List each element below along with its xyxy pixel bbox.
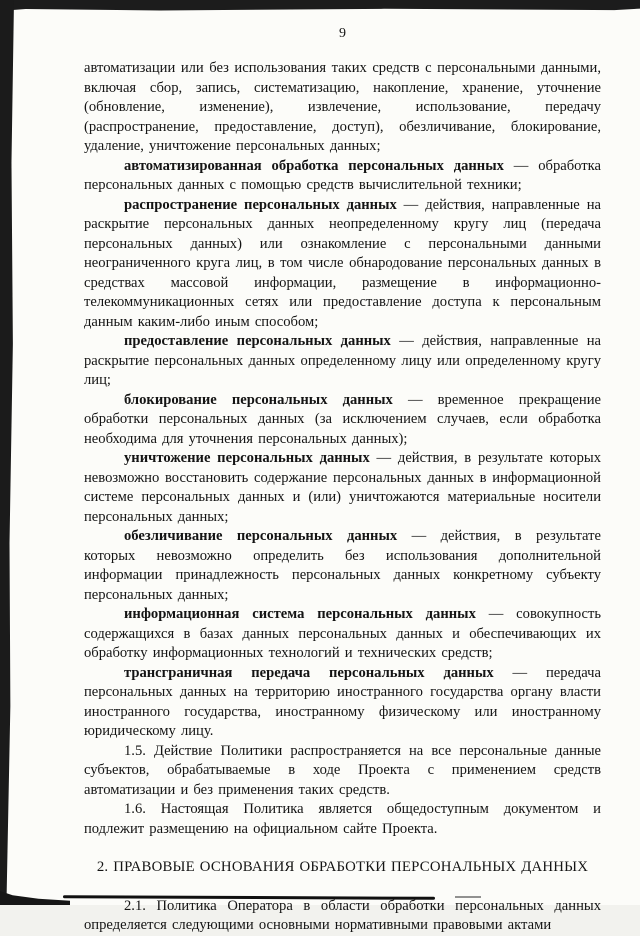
- term-definition: — временное прекращение обработки персональных данных (за исключением случаев, если обработка необходима для уточнения персональных данных);: [84, 391, 601, 447]
- term-bold: уничтожение персональных данных: [124, 450, 370, 466]
- term-paragraph: [84, 664, 601, 742]
- section-heading: 2. ПРАВОВЫЕ ОСНОВАНИЯ ОБРАБОТКИ ПЕРСОНАЛЬНЫХ ДАННЫХ: [96, 859, 589, 875]
- term-paragraph: [84, 391, 601, 450]
- term-paragraph: [84, 196, 601, 333]
- term-bold: информационная система персональных данных: [124, 606, 476, 622]
- term-paragraph: [84, 332, 601, 391]
- term-definition: — совокупность содержащихся в базах данных персональных данных и обеспечивающих их обработку информационных технологий и технических средств;: [84, 606, 601, 661]
- term-bold: обезличивание персональных данных: [124, 528, 398, 544]
- paragraph-2-1: 2.1. Политика Оператора в области обработки персональных данных определяется следующими основными нормативными правовыми актами: [84, 897, 601, 933]
- paragraph-continuation: автоматизации или без использования таких средств с персональными данными, включая сбор, запись, систематизацию, накопление, хранение, уточнение (обновление, изменение), извлечение, использование, передачу (распространение, предоставление, доступ), обезличивание, блокирование, удаление, уничтожение персональных данных;: [84, 60, 601, 154]
- term-definition: — действия, направленные на раскрытие персональных данных определенному лицу или определенному кругу лиц;: [84, 333, 601, 388]
- term-paragraph: [84, 449, 601, 527]
- term-definition: — обработка персональных данных с помощью средств вычислительной техники;: [84, 157, 601, 193]
- term-bold: трансграничная передача персональных данных: [124, 664, 494, 681]
- term-bold: предоставление персональных данных: [124, 333, 391, 349]
- paragraph-1-5: 1.5. Действие Политики распространяется на все персональные данные субъектов, обрабатываемые в ходе Проекта с применением средств автоматизации и без применения таких средств.: [84, 742, 601, 798]
- page-number: 9: [339, 26, 346, 41]
- term-definition: — передача персональных данных на территорию иностранного государства органу власти иностранного государства, иностранному физическому или иностранному юридическому лицу.: [84, 664, 601, 739]
- term-definition: — действия, направленные на раскрытие персональных данных неопределенному кругу лиц (передача персональных данных) или ознакомление с персональными данными неограниченного круга лиц, в том числе обнародование персональных данных в средствах массовой информации, размещение в информационно-телекоммуникационных сетях или предоставление доступа к персональным данным каким-либо иным способом;: [84, 196, 601, 330]
- term-paragraph: [84, 157, 601, 196]
- term-definition: — действия, в результате которых невозможно определить без использования дополнительной информации принадлежность персональных данных конкретному субъекту персональных данных;: [84, 528, 601, 603]
- term-bold: автоматизированная обработка персональных данных: [124, 157, 504, 174]
- text-block: [84, 26, 601, 936]
- term-bold: блокирование персональных данных: [124, 391, 393, 408]
- paragraph-1-6: 1.6. Настоящая Политика является общедоступным документом и подлежит размещению на официальном сайте Проекта.: [84, 801, 601, 837]
- term-paragraph: [84, 605, 601, 664]
- term-definition: — действия, в результате которых невозможно восстановить содержание персональных данных в информационной системе персональных данных и (или) уничтожаются материальные носители персональных данных;: [84, 450, 602, 525]
- term-paragraph: [84, 527, 601, 605]
- term-bold: распространение персональных данных: [124, 196, 397, 213]
- scan-edge-bottom-left: [0, 891, 70, 905]
- scan-edge-top: [0, 0, 640, 11]
- scan-edge-left: [0, 0, 14, 905]
